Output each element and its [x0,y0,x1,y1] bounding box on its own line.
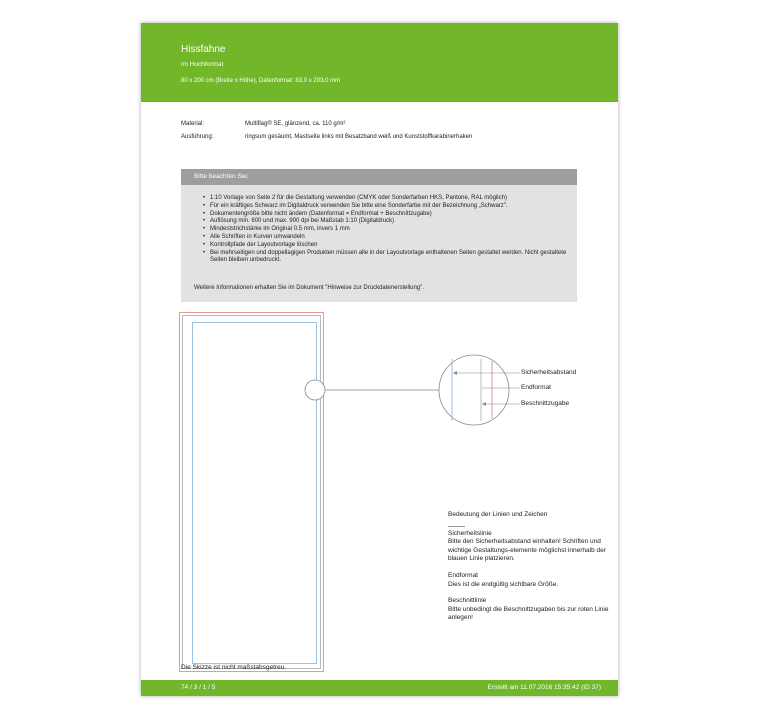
product-dimensions: 80 x 200 cm (Breite x Höhe), Datenformat: 83,0 x 203,0 mm [181,78,341,84]
page-code: 74 / 3 / 1 / 5 [181,684,216,691]
material-value: Multiflag® SE, glänzend, ca. 110 g/m² [245,121,346,127]
product-subtitle: im Hochformat [181,61,224,68]
notice-item: • Auflösung min. 600 und max. 900 dpi bei Maßstab 1:10 (Digitaldruck) [203,218,571,226]
creation-stamp: Erstellt am 11.07.2016 15:35:42 (ID 37) [487,684,601,691]
legend-bleed-label: Beschnittzugabe [521,400,570,407]
safety-title: Sicherheitslinie [448,529,492,537]
notice-heading: Bitte beachten Sie: [194,173,249,180]
material-label: Material: [181,121,205,127]
notice-item: • Bei mehrseitigen und doppellagigen Produkten müssen alle in der Layoutvorlage enthaltenen Seiten gestaltet werden. Nicht gestaltete Seiten bleiben unbedruckt. [203,250,571,266]
meaning-heading: Bedeutung der Linien und Zeichen [448,511,548,518]
detail-circle [439,355,509,425]
line-meaning-legend [448,511,618,631]
magnifier-source-circle [305,380,325,400]
final-format-line [183,316,321,669]
notice-footer: Weitere Informationen erhalten Sie im Dokument "Hinweise zur Druckdatenerstellung". [194,285,424,291]
final-title: Endformat [448,571,478,579]
bleed-line [180,313,324,672]
notice-item: • 1:10 Vorlage von Seite 2 für die Gestaltung verwenden (CMYK oder Sonderfarben HKS, Pantone, RAL möglich) [203,195,571,203]
notice-item: • Für ein kräftiges Schwarz im Digitaldruck verwenden Sie bitte eine Sonderfarbe mit der Bezeichnung „Schwarz". [203,203,571,211]
scale-disclaimer: Die Skizze ist nicht maßstabsgetreu. [181,664,287,671]
notice-item: • Alle Schriften in Kurven umwandeln [203,234,571,242]
notice-item: • Dokumentengröße bitte nicht ändern (Datenformat = Endformat + Beschnittzugabe) [203,211,571,219]
finish-value: ringsum gesäumt, Mastseite links mit Besatzband weiß und Kunststoffkarabinerhaken [245,134,473,140]
notice-item: • Kontrollpfade der Layoutvorlage löschen [203,242,571,250]
document-page [141,23,618,696]
divider [448,526,465,527]
legend-safety-label: Sicherheitsabstand [521,369,577,376]
safety-text: Bitte den Sicherheitsabstand einhalten! Schriften und wichtige Gestaltungs-elemente möglichst innerhalb der blauen Linie platzieren. [448,538,606,563]
footer-band [141,680,618,696]
bleed-title: Beschnittlinie [448,597,487,605]
notice-item: • Mindeststrichstärke im Original 0.5 mm, invers 1 mm [203,226,571,234]
legend-final-label: Endformat [521,384,551,391]
final-text: Dies ist die endgültig sichtbare Größe. [448,580,559,588]
finish-label: Ausführung: [181,134,214,140]
bleed-text: Bitte unbedingt die Beschnittzugaben bis zur roten Linie anlegen! [448,605,609,622]
safety-line [193,323,317,664]
product-title: Hissfahne [181,44,226,55]
